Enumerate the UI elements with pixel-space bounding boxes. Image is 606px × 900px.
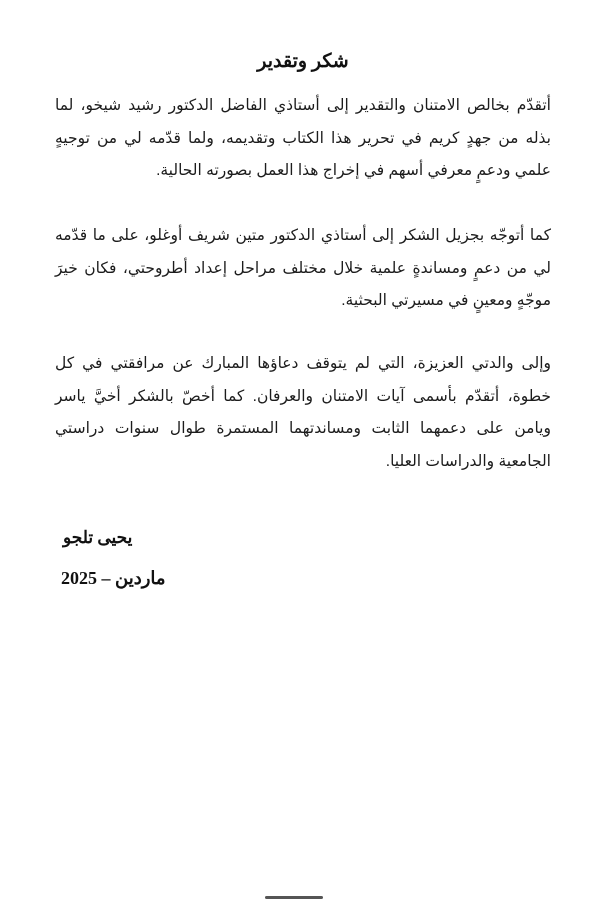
home-indicator-bar[interactable] [265, 896, 323, 899]
place-and-year: ماردين – 2025 [61, 568, 166, 588]
paragraph-supervisor-thanks: أتقدّم بخالص الامتنان والتقدير إلى أستاذي الفاضل الدكتور رشيد شيخو، لما بذله من جهدٍ كريم في تحرير هذا الكتاب وتقديمه، ولما قدّمه لي من توجيهٍ علمي ودعمٍ معرفي أسهم في إخراج هذا العمل بصورته الحالية. [55, 97, 551, 179]
page-title: شكر وتقدير [257, 51, 349, 72]
paragraph-family-thanks: وإلى والدتي العزيزة، التي لم يتوقف دعاؤها المبارك عن مرافقتي في كل خطوة، أتقدّم بأسمى آيات الامتنان والعرفان. كما أخصّ بالشكر أخيَّ ياسر ويامن على دعمهما الثابت ومساندتهما المستمرة طوال سنوات دراستي الجامعية والدراسات العليا. [55, 355, 551, 470]
paragraph-advisor-thanks: كما أتوجّه بجزيل الشكر إلى أستاذي الدكتور متين شريف أوغلو، على ما قدّمه لي من دعمٍ ومساندةٍ علمية خلال مختلف مراحل إعداد أطروحتي، فكان خيرَ موجّهٍ ومعينٍ في مسيرتي البحثية. [55, 227, 551, 309]
author-name: يحيى تلجو [63, 528, 133, 547]
